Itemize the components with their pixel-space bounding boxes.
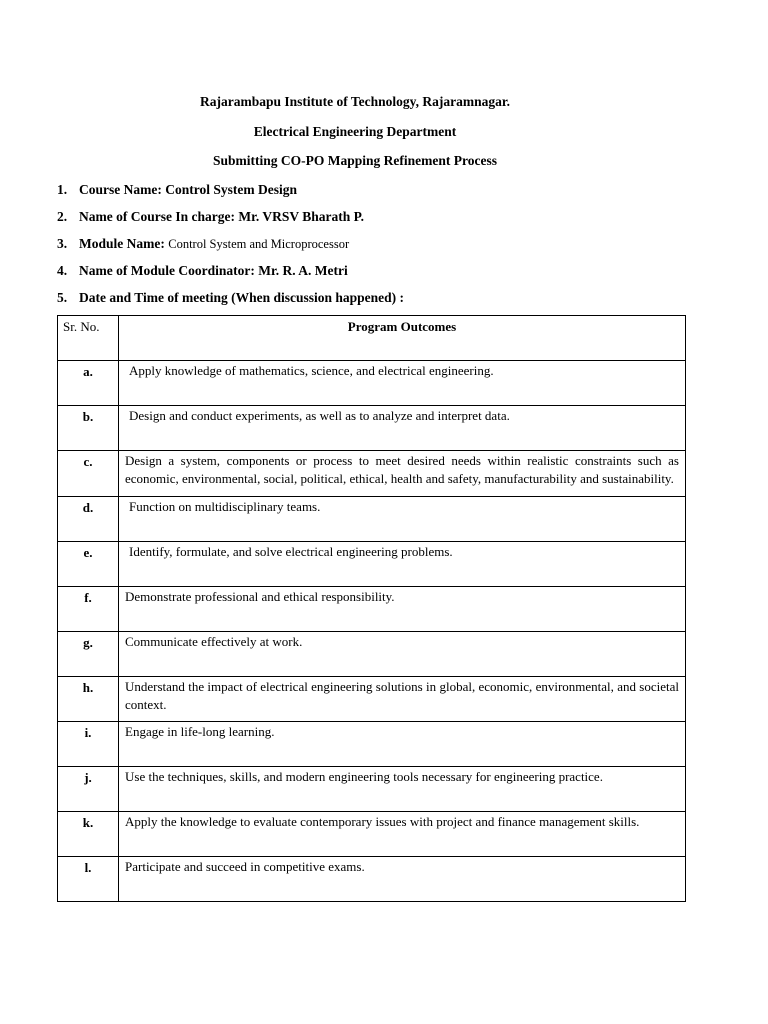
table-row: [58, 451, 686, 497]
sr-cell: a.: [58, 361, 119, 406]
table-row: [58, 767, 686, 812]
sr-cell: k.: [58, 812, 119, 857]
course-incharge-item: [57, 209, 364, 225]
table-row: [58, 497, 686, 542]
meeting-datetime-item: [57, 290, 404, 306]
sr-cell: c.: [58, 451, 119, 497]
table-header-row: [58, 316, 686, 361]
item-number: 5.: [57, 290, 68, 305]
outcome-cell: Design and conduct experiments, as well as to analyze and interpret data.: [119, 406, 686, 451]
outcome-cell: Apply knowledge of mathematics, science, and electrical engineering.: [119, 361, 686, 406]
outcome-cell: Design a system, components or process to meet desired needs within realistic constraints such as economic, environmental, social, political, ethical, health and safety, manufacturability and sustainability.: [119, 451, 686, 497]
outcome-cell: Communicate effectively at work.: [119, 632, 686, 677]
module-coordinator-item: [57, 263, 348, 279]
sr-cell: b.: [58, 406, 119, 451]
item-label: Name of Module Coordinator: Mr. R. A. Metri: [79, 263, 348, 278]
program-outcomes-header: Program Outcomes: [119, 316, 686, 361]
sr-cell: f.: [58, 587, 119, 632]
outcome-cell: Understand the impact of electrical engineering solutions in global, economic, environmental, and societal context.: [119, 677, 686, 722]
program-outcomes-table: [57, 315, 686, 902]
sr-cell: e.: [58, 542, 119, 587]
process-title: Submitting CO-PO Mapping Refinement Process: [213, 153, 497, 168]
department-title: Electrical Engineering Department: [253, 124, 457, 139]
sr-no-header: Sr. No.: [58, 316, 119, 361]
outcome-cell: Use the techniques, skills, and modern engineering tools necessary for engineering practice.: [119, 767, 686, 812]
item-label: Course Name: Control System Design: [79, 182, 297, 197]
item-number: 1.: [57, 182, 68, 197]
table-row: [58, 812, 686, 857]
table-row: [58, 361, 686, 406]
item-label: Date and Time of meeting (When discussion happened) :: [79, 290, 405, 305]
item-number: 2.: [57, 209, 68, 224]
item-number: 4.: [57, 263, 68, 278]
sr-cell: l.: [58, 857, 119, 902]
outcome-cell: Participate and succeed in competitive exams.: [119, 857, 686, 902]
outcome-cell: Function on multidisciplinary teams.: [119, 497, 686, 542]
outcome-cell: Apply the knowledge to evaluate contemporary issues with project and finance management skills.: [119, 812, 686, 857]
sr-cell: g.: [58, 632, 119, 677]
outcome-cell: Engage in life-long learning.: [119, 722, 686, 767]
institute-title: Rajarambapu Institute of Technology, Rajaramnagar.: [199, 94, 511, 109]
table-row: [58, 406, 686, 451]
table-row: [58, 587, 686, 632]
sr-cell: h.: [58, 677, 119, 722]
outcome-cell: Identify, formulate, and solve electrical engineering problems.: [119, 542, 686, 587]
course-name-item: [57, 182, 297, 198]
outcome-cell: Demonstrate professional and ethical responsibility.: [119, 587, 686, 632]
table-row: [58, 632, 686, 677]
table-row: [58, 722, 686, 767]
table-row: [58, 542, 686, 587]
item-label: Name of Course In charge: Mr. VRSV Bharath P.: [79, 209, 364, 224]
sr-cell: d.: [58, 497, 119, 542]
sr-cell: i.: [58, 722, 119, 767]
table-row: [58, 677, 686, 722]
item-number: 3.: [57, 236, 68, 251]
module-name-item: [57, 236, 349, 252]
table-row: [58, 857, 686, 902]
item-value: Control System and Microprocessor: [168, 237, 350, 251]
item-label: Module Name:: [79, 236, 169, 251]
sr-cell: j.: [58, 767, 119, 812]
